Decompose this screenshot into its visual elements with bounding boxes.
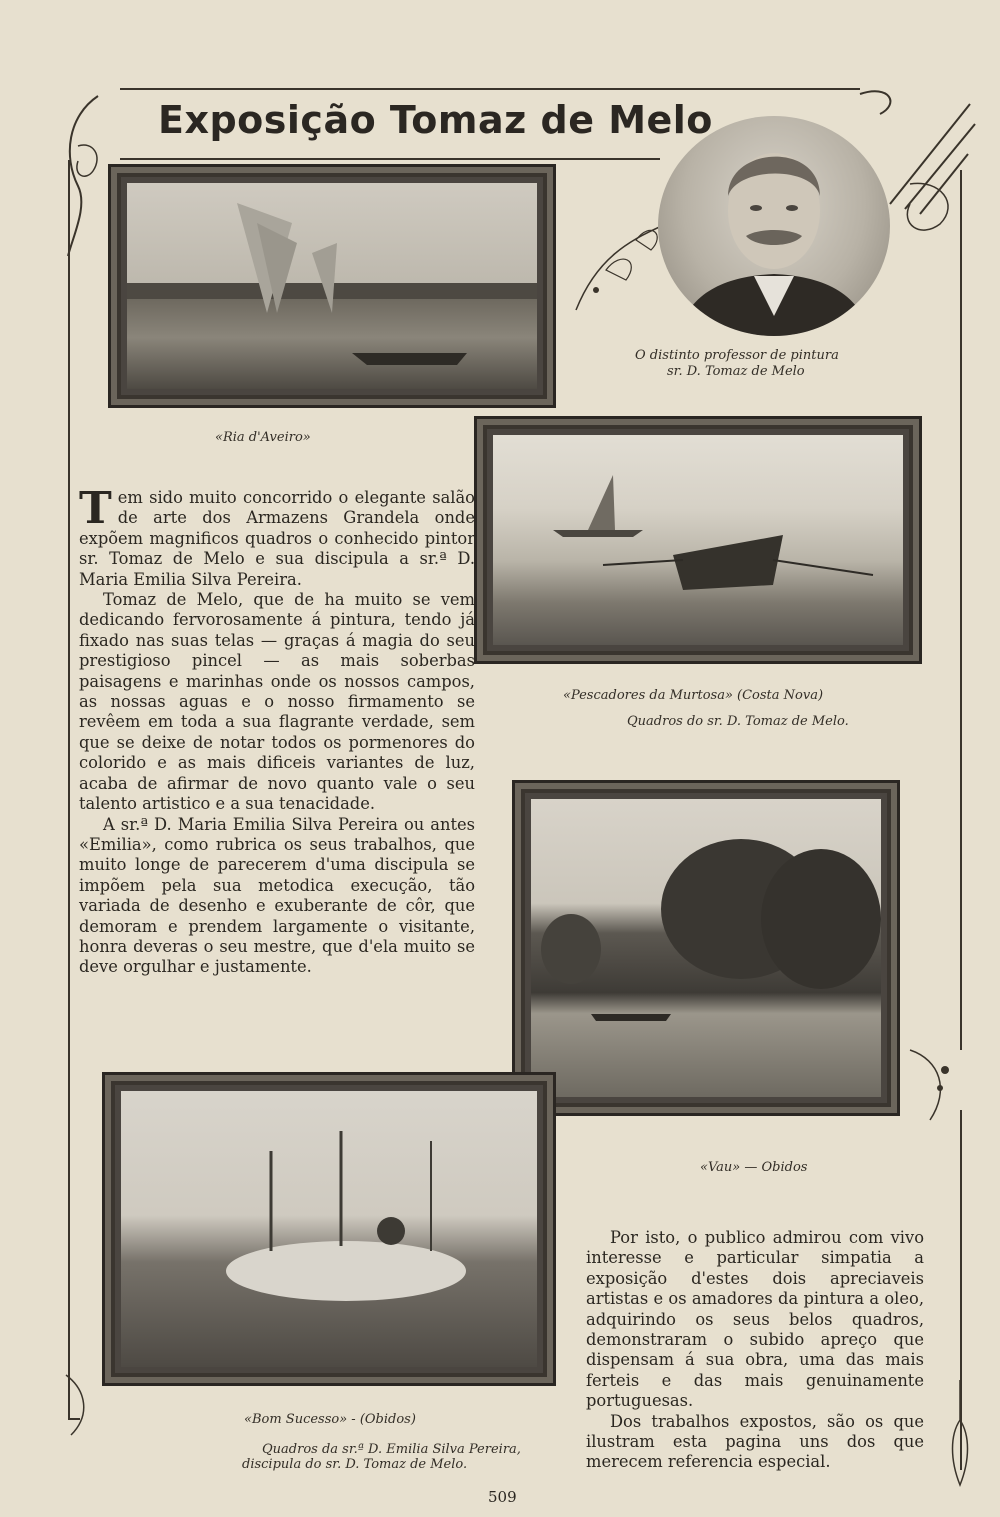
portrait-figure-icon (658, 116, 890, 336)
portrait-photo (658, 116, 890, 336)
article-column-right (586, 1228, 924, 1473)
page-title: Exposição Tomaz de Melo (158, 98, 713, 142)
fishermen-boat-scene-icon (493, 435, 903, 645)
sailboats-scene-icon (127, 183, 537, 389)
page-number: 509 (488, 1488, 517, 1506)
pond-landscape-scene-icon (121, 1091, 537, 1367)
border-right (960, 170, 962, 1050)
title-rule (120, 158, 660, 160)
caption-vau: «Vau» — Obidos (700, 1160, 808, 1175)
article-paragraph-1: Tem sido muito concorrido o elegante salão de arte dos Armazens Grandela onde expõem magnificos quadros o conhecido pintor sr. Tomaz de Melo e sua discipula a sr.ª D. Maria Emilia Silva Pereira. (79, 483, 475, 589)
dropcap: T (79, 483, 112, 534)
caption-pescadores: «Pescadores da Murtosa» (Costa Nova) (563, 688, 824, 703)
painting-ria-aveiro (108, 164, 556, 408)
trees-river-scene-icon (531, 799, 881, 1097)
article-paragraph-5: Dos trabalhos expostos, são os que ilustram esta pagina uns dos que merecem referencia especial. (586, 1411, 924, 1472)
article-paragraph-3: A sr.ª D. Maria Emilia Silva Pereira ou antes «Emilia», como rubrica os seus trabalhos, que muito longe de parecerem d'uma discipula se impõem pela sua metodica execução, tão variada de desenho e exuberante de côr, que demoram e prendem largamente o visitante, honra deveras o seu mestre, que d'ela muito se deve orgulhar e justamente. (79, 814, 475, 977)
credit-emilia-line2: discipula do sr. D. Tomaz de Melo. (242, 1457, 468, 1472)
painting-vau (512, 780, 900, 1116)
caption-bom-sucesso: «Bom Sucesso» - (Obidos) (244, 1412, 416, 1427)
portrait-caption-line1: O distinto professor de pintura (635, 348, 839, 363)
caption-ria-aveiro: «Ria d'Aveiro» (215, 430, 311, 445)
painting-bom-sucesso (102, 1072, 556, 1386)
side-ornament-icon (900, 1040, 970, 1130)
portrait-caption-line2: sr. D. Tomaz de Melo (667, 364, 805, 379)
article-paragraph-4: Por isto, o publico admirou com vivo interesse e particular simpatia a exposição d'estes dois apreciaveis artistas e os amadores da pintura a oleo, adquirindo os seus belos quadros, demonstraram o subido apreço que dispensam á sua obra, uma das mais ferteis e das mais genuinamente portuguesas. (586, 1228, 924, 1411)
border-top (120, 88, 860, 90)
bottom-ornament-icon (945, 1380, 975, 1490)
article-column-left (79, 483, 475, 978)
border-left (68, 160, 70, 1420)
credit-emilia-line1: Quadros da sr.ª D. Emilia Silva Pereira, (262, 1442, 521, 1457)
left-bottom-ornament-icon (56, 1370, 106, 1440)
article-paragraph-2: Tomaz de Melo, que de ha muito se vem dedicando fervorosamente á pintura, tendo já fixado nas suas telas — graças á magia do seu prestigioso pincel — as mais soberbas paisagens e marinhas onde os nossos campos, as nossas aguas e o nosso firmamento se revêem em toda a sua flagrante verdade, sem que se deixe de notar todos os pormenores do colorido e as mais dificeis variantes de luz, acaba de afirmar de novo quanto vale o seu talento artistico e a sua tenacidade. (79, 590, 475, 814)
painting-pescadores-murtosa (474, 416, 922, 664)
credit-tomaz-de-melo: Quadros do sr. D. Tomaz de Melo. (627, 714, 849, 729)
